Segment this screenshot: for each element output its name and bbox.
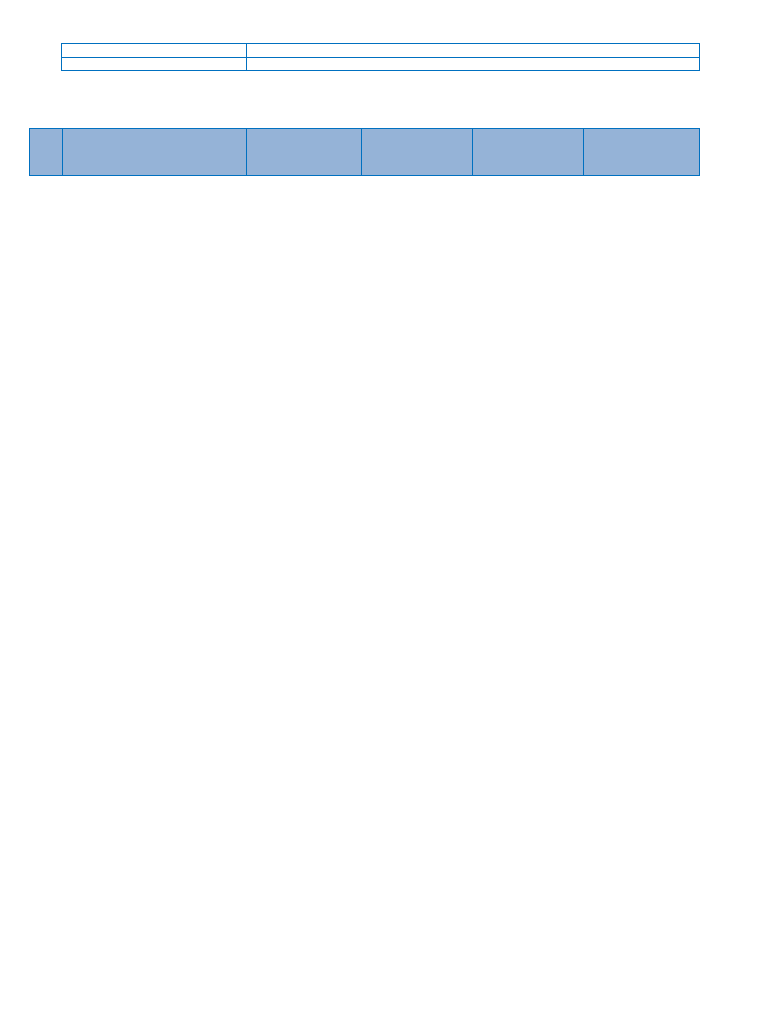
header-tindakan bbox=[583, 128, 700, 176]
header-maklumat bbox=[472, 128, 584, 176]
info-divider-v bbox=[246, 43, 247, 71]
header-prestasi bbox=[246, 128, 362, 176]
header-sasaran bbox=[361, 128, 473, 176]
header-bil bbox=[29, 128, 63, 176]
info-divider-h bbox=[61, 57, 700, 58]
header-perkara bbox=[62, 128, 247, 176]
